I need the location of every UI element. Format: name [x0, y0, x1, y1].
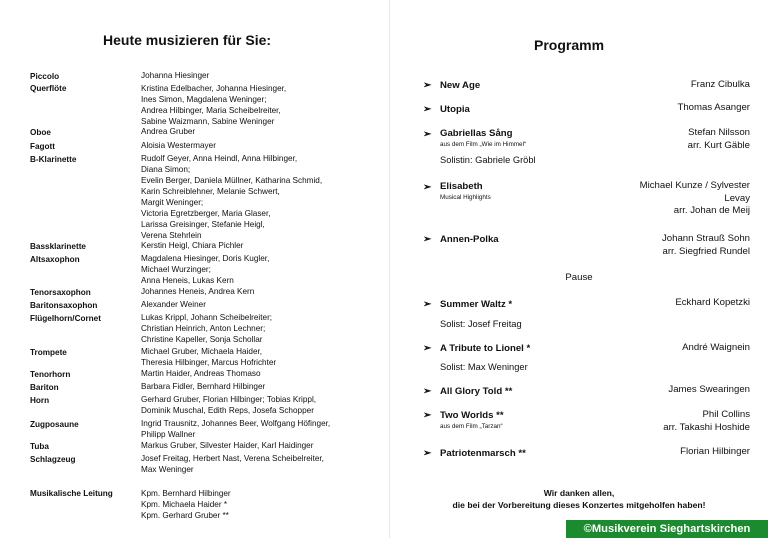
piece-composer: Thomas Asanger: [677, 102, 750, 113]
section-names: Josef Freitag, Herbert Nast, Verena Scheibelreiter, Max Weninger: [141, 454, 324, 474]
arrow-bullet-icon: ➢: [423, 80, 432, 91]
piece-composer: Eckhard Kopetzki: [675, 297, 750, 308]
section-label: Schlagzeug: [30, 455, 76, 464]
piece-subtitle: aus dem Film „Wie im Himmel“: [440, 141, 527, 148]
section-label: Tenorsaxophon: [30, 288, 91, 297]
arrow-bullet-icon: ➢: [423, 343, 432, 354]
section-label: Baritonsaxophon: [30, 301, 98, 310]
section-label: Tenorhorn: [30, 370, 71, 379]
piece-title: A Tribute to Lionel *: [440, 343, 531, 354]
pause-label: Pause: [565, 272, 593, 283]
piece-soloist: Solist: Max Weninger: [440, 362, 528, 372]
piece-composer: André Waignein: [682, 342, 750, 353]
piece-title: Summer Waltz *: [440, 299, 513, 310]
section-label: Oboe: [30, 128, 51, 137]
arrow-bullet-icon: ➢: [423, 386, 432, 397]
arrow-bullet-icon: ➢: [423, 448, 432, 459]
section-names: Michael Gruber, Michaela Haider, Theresia Hilbinger, Marcus Hofrichter: [141, 347, 277, 367]
piece-subtitle: aus dem Film „Tarzan“: [440, 423, 503, 430]
section-label: Altsaxophon: [30, 255, 80, 264]
section-label: Zugposaune: [30, 420, 79, 429]
arrow-bullet-icon: ➢: [423, 234, 432, 245]
section-names: Martin Haider, Andreas Thomaso: [141, 369, 261, 378]
section-names: Barbara Fidler, Bernhard Hilbinger: [141, 382, 266, 391]
section-names: Lukas Krippl, Johann Scheibelreiter; Christian Heinrich, Anton Lechner; Christine Kapeller, Sonja Schollar: [141, 313, 273, 344]
piece-title: Annen-Polka: [440, 234, 499, 245]
section-label: Querflöte: [30, 84, 67, 93]
section-label: Horn: [30, 396, 50, 405]
section-label: Piccolo: [30, 72, 60, 81]
piece-composer: Johann Strauß Sohn arr. Siegfried Rundel: [661, 233, 750, 257]
program-heading: Programm: [534, 37, 605, 53]
arrow-bullet-icon: ➢: [423, 299, 432, 310]
section-names: Johannes Heneis, Andrea Kern: [141, 287, 255, 296]
arrow-bullet-icon: ➢: [423, 129, 432, 140]
section-label: B-Klarinette: [30, 155, 77, 164]
piece-composer: Phil Collins arr. Takashi Hoshide: [663, 409, 750, 433]
section-names: Magdalena Hiesinger, Doris Kugler, Michael Wurzinger; Anna Heneis, Lukas Kern: [141, 254, 270, 285]
piece-soloist: Solist: Josef Freitag: [440, 319, 522, 329]
piece-title: All Glory Told **: [440, 386, 513, 397]
piece-composer: Michael Kunze / Sylvester Levay arr. Johan de Meij: [639, 180, 750, 217]
arrow-bullet-icon: ➢: [423, 182, 432, 193]
piece-composer: Florian Hilbinger: [680, 446, 750, 457]
section-names: Kristina Edelbacher, Johanna Hiesinger, Ines Simon, Magdalena Weninger; Andrea Hilbinger, Maria Scheibelreiter, Sabine Waizmann, Sabine Weninger: [141, 84, 287, 126]
section-names: Kerstin Heigl, Chiara Pichler: [141, 241, 244, 250]
musicians-heading: Heute musizieren für Sie:: [103, 32, 272, 48]
arrow-bullet-icon: ➢: [423, 410, 432, 421]
piece-title: Patriotenmarsch **: [440, 448, 526, 459]
section-label: Flügelhorn/Cornet: [30, 314, 101, 323]
section-names: Kpm. Bernhard Hilbinger Kpm. Michaela Haider * Kpm. Gerhard Gruber **: [141, 489, 231, 520]
piece-composer: Franz Cibulka: [690, 79, 750, 90]
copyright-badge: ©Musikverein Sieghartskirchen: [566, 520, 768, 538]
section-label: Musikalische Leitung: [30, 489, 113, 498]
section-names: Johanna Hiesinger: [141, 71, 210, 80]
section-names: Andrea Gruber: [141, 127, 196, 136]
piece-soloist: Solistin: Gabriele Gröbl: [440, 155, 536, 165]
section-names: Alexander Weiner: [141, 300, 206, 309]
section-label: Tuba: [30, 442, 49, 451]
section-names: Gerhard Gruber, Florian Hilbinger; Tobias Krippl, Dominik Muschal, Edith Reps, Josefa Schopper: [141, 395, 317, 415]
piece-composer: James Swearingen: [668, 384, 750, 395]
piece-composer: Stefan Nilsson arr. Kurt Gäble: [687, 127, 750, 151]
piece-title: Two Worlds **: [440, 410, 504, 421]
section-names: Aloisia Westermayer: [141, 141, 216, 150]
thanks-note: Wir danken allen, die bei der Vorbereitung dieses Konzertes mitgeholfen haben!: [452, 488, 706, 510]
section-label: Fagott: [30, 142, 56, 151]
piece-title: New Age: [440, 80, 481, 91]
section-names: Rudolf Geyer, Anna Heindl, Anna Hilbinger, Diana Simon; Evelin Berger, Daniela Müllner, Katharina Schmid, Karin Schreiblehner, Melanie Schwert, Margit Weninger; Victoria Egretzberger, Maria Glaser, Larissa Greisinger, Stefanie Heigl, Verena Stehrlein: [141, 154, 323, 240]
section-names: Ingrid Trausnitz, Johannes Beer, Wolfgang Höfinger, Philipp Wallner: [141, 419, 331, 439]
section-label: Bariton: [30, 383, 59, 392]
piece-title: Gabriellas Sång: [440, 128, 513, 139]
piece-title: Elisabeth: [440, 181, 483, 192]
section-label: Trompete: [30, 348, 67, 357]
program-page: [390, 0, 768, 538]
piece-subtitle: Musical Highlights: [440, 194, 491, 201]
section-names: Markus Gruber, Silvester Haider, Karl Haidinger: [141, 441, 314, 450]
arrow-bullet-icon: ➢: [423, 104, 432, 115]
piece-title: Utopia: [440, 104, 470, 115]
section-label: Bassklarinette: [30, 242, 86, 251]
